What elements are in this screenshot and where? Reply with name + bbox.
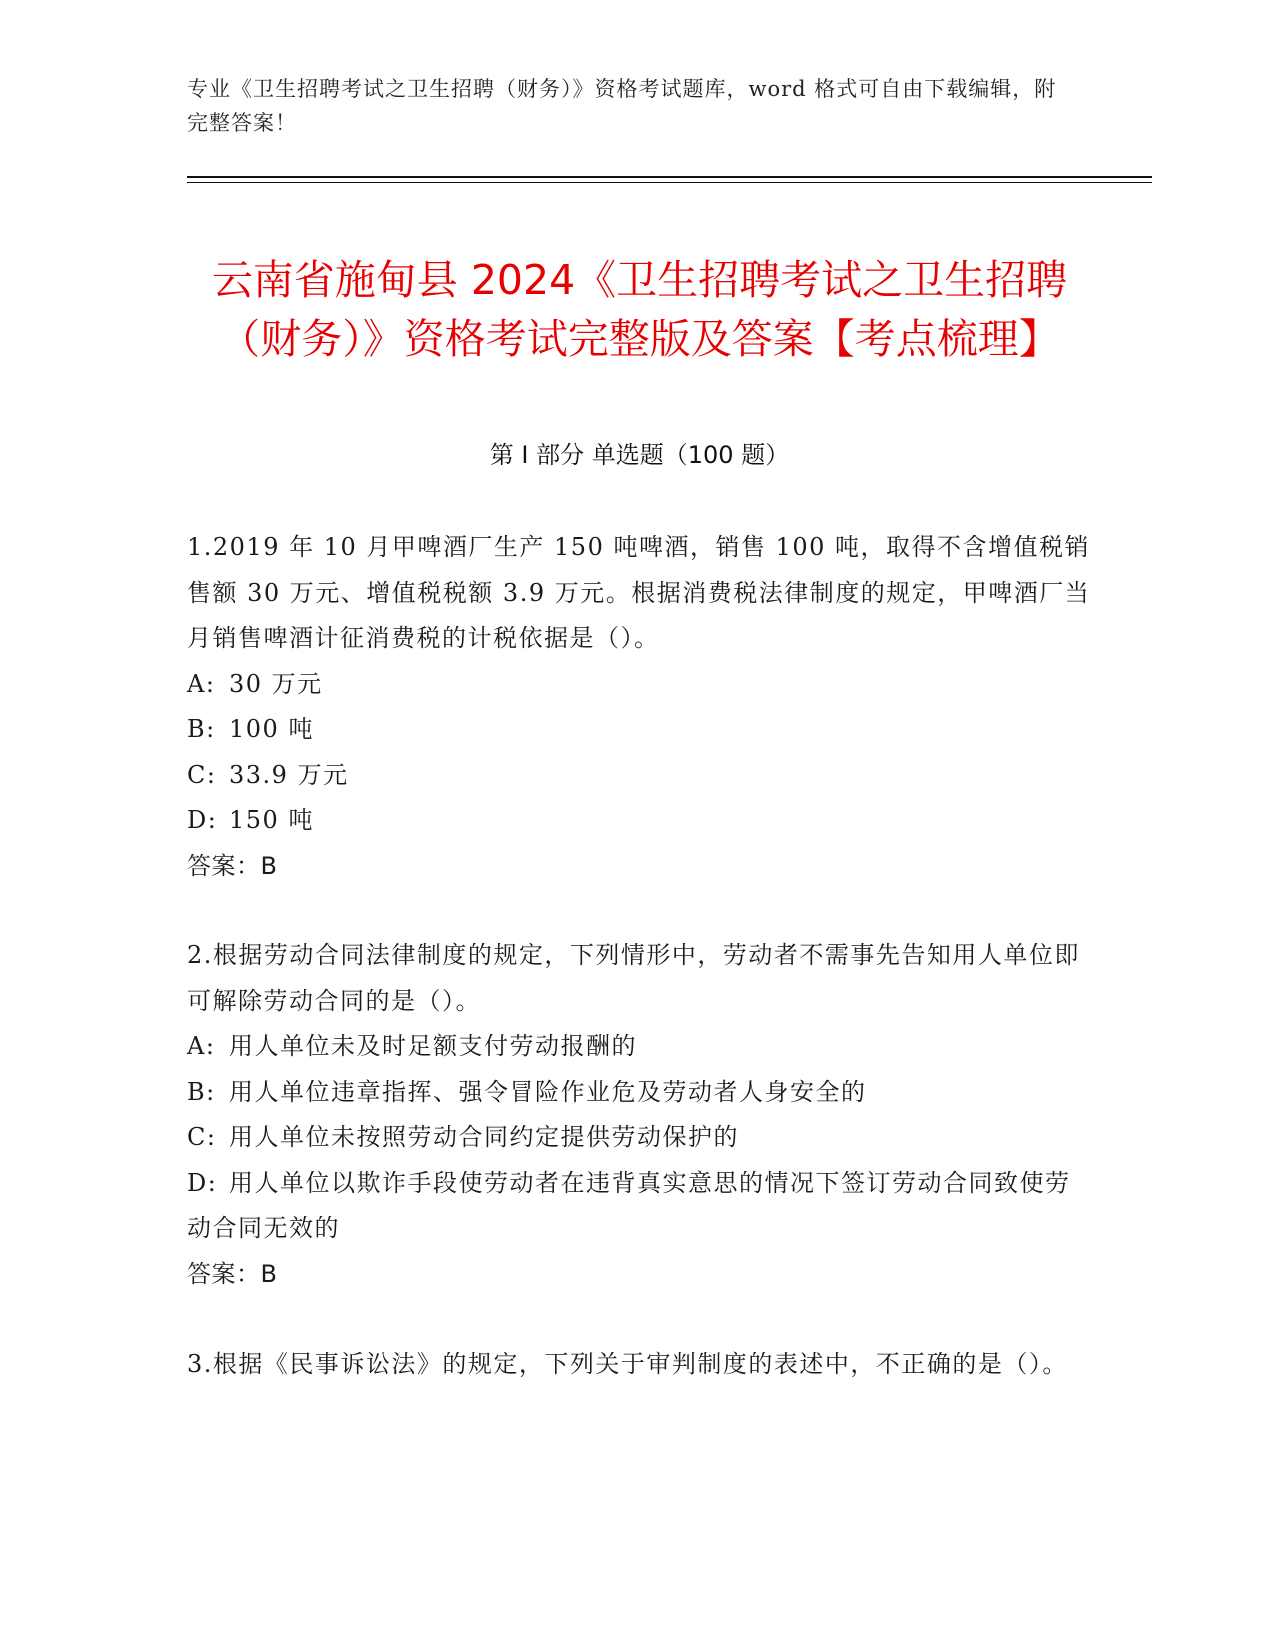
question-stem: 1.2019 年 10 月甲啤酒厂生产 150 吨啤酒，销售 100 吨，取得不含增值税销售额 30 万元、增值税税额 3.9 万元。根据消费税法律制度的规定，甲啤酒厂当月销售啤酒计征消费税的计税依据是（）。 bbox=[187, 533, 1091, 652]
answer: 答案：B bbox=[187, 851, 278, 880]
option-d bbox=[187, 798, 1092, 844]
question-2 bbox=[187, 933, 1092, 1297]
answer: 答案：B bbox=[187, 1259, 278, 1288]
option-c bbox=[187, 1115, 1092, 1161]
header-divider-thin bbox=[187, 182, 1152, 183]
option-key: C: bbox=[187, 1123, 217, 1151]
option-key: D: bbox=[187, 1168, 218, 1197]
option-b bbox=[187, 1070, 1092, 1116]
option-text: 用人单位以欺诈手段使劳动者在违背真实意思的情况下签订劳动合同致使劳动合同无效的 bbox=[187, 1168, 1071, 1242]
question-3 bbox=[187, 1342, 1092, 1388]
option-text: 用人单位未按照劳动合同约定提供劳动保护的 bbox=[229, 1123, 739, 1151]
question-stem: 2.根据劳动合同法律制度的规定，下列情形中，劳动者不需事先告知用人单位即可解除劳动合同的是（）。 bbox=[187, 941, 1080, 1015]
option-a bbox=[187, 1024, 1092, 1070]
option-c bbox=[187, 753, 1092, 799]
option-key: C: bbox=[187, 760, 217, 789]
option-text: 用人单位违章指挥、强令冒险作业危及劳动者人身安全的 bbox=[229, 1077, 867, 1106]
option-b bbox=[187, 707, 1092, 753]
document-title: 云南省施甸县 2024《卫生招聘考试之卫生招聘（财务）》资格考试完整版及答案【考点梳理】 bbox=[211, 256, 1068, 364]
option-text: 用人单位未及时足额支付劳动报酬的 bbox=[229, 1032, 637, 1060]
question-stem: 3.根据《民事诉讼法》的规定，下列关于审判制度的表述中，不正确的是（）。 bbox=[187, 1350, 1068, 1378]
option-d bbox=[187, 1161, 1092, 1252]
header-note: 专业《卫生招聘考试之卫生招聘（财务）》资格考试题库，word 格式可自由下载编辑，附完整答案！ bbox=[187, 77, 1057, 135]
option-text: 30 万元 bbox=[229, 669, 323, 698]
option-key: A: bbox=[187, 669, 216, 698]
option-text: 33.9 万元 bbox=[229, 760, 349, 789]
option-key: B: bbox=[187, 1077, 216, 1106]
option-key: A: bbox=[187, 1032, 216, 1060]
header-divider-thick bbox=[187, 176, 1152, 178]
option-key: D: bbox=[187, 806, 218, 834]
option-text: 100 吨 bbox=[229, 715, 314, 743]
option-text: 150 吨 bbox=[229, 806, 314, 834]
section-heading: 第 I 部分 单选题（100 题） bbox=[489, 441, 790, 469]
question-1 bbox=[187, 525, 1092, 889]
option-key: B: bbox=[187, 715, 216, 743]
option-a bbox=[187, 662, 1092, 708]
